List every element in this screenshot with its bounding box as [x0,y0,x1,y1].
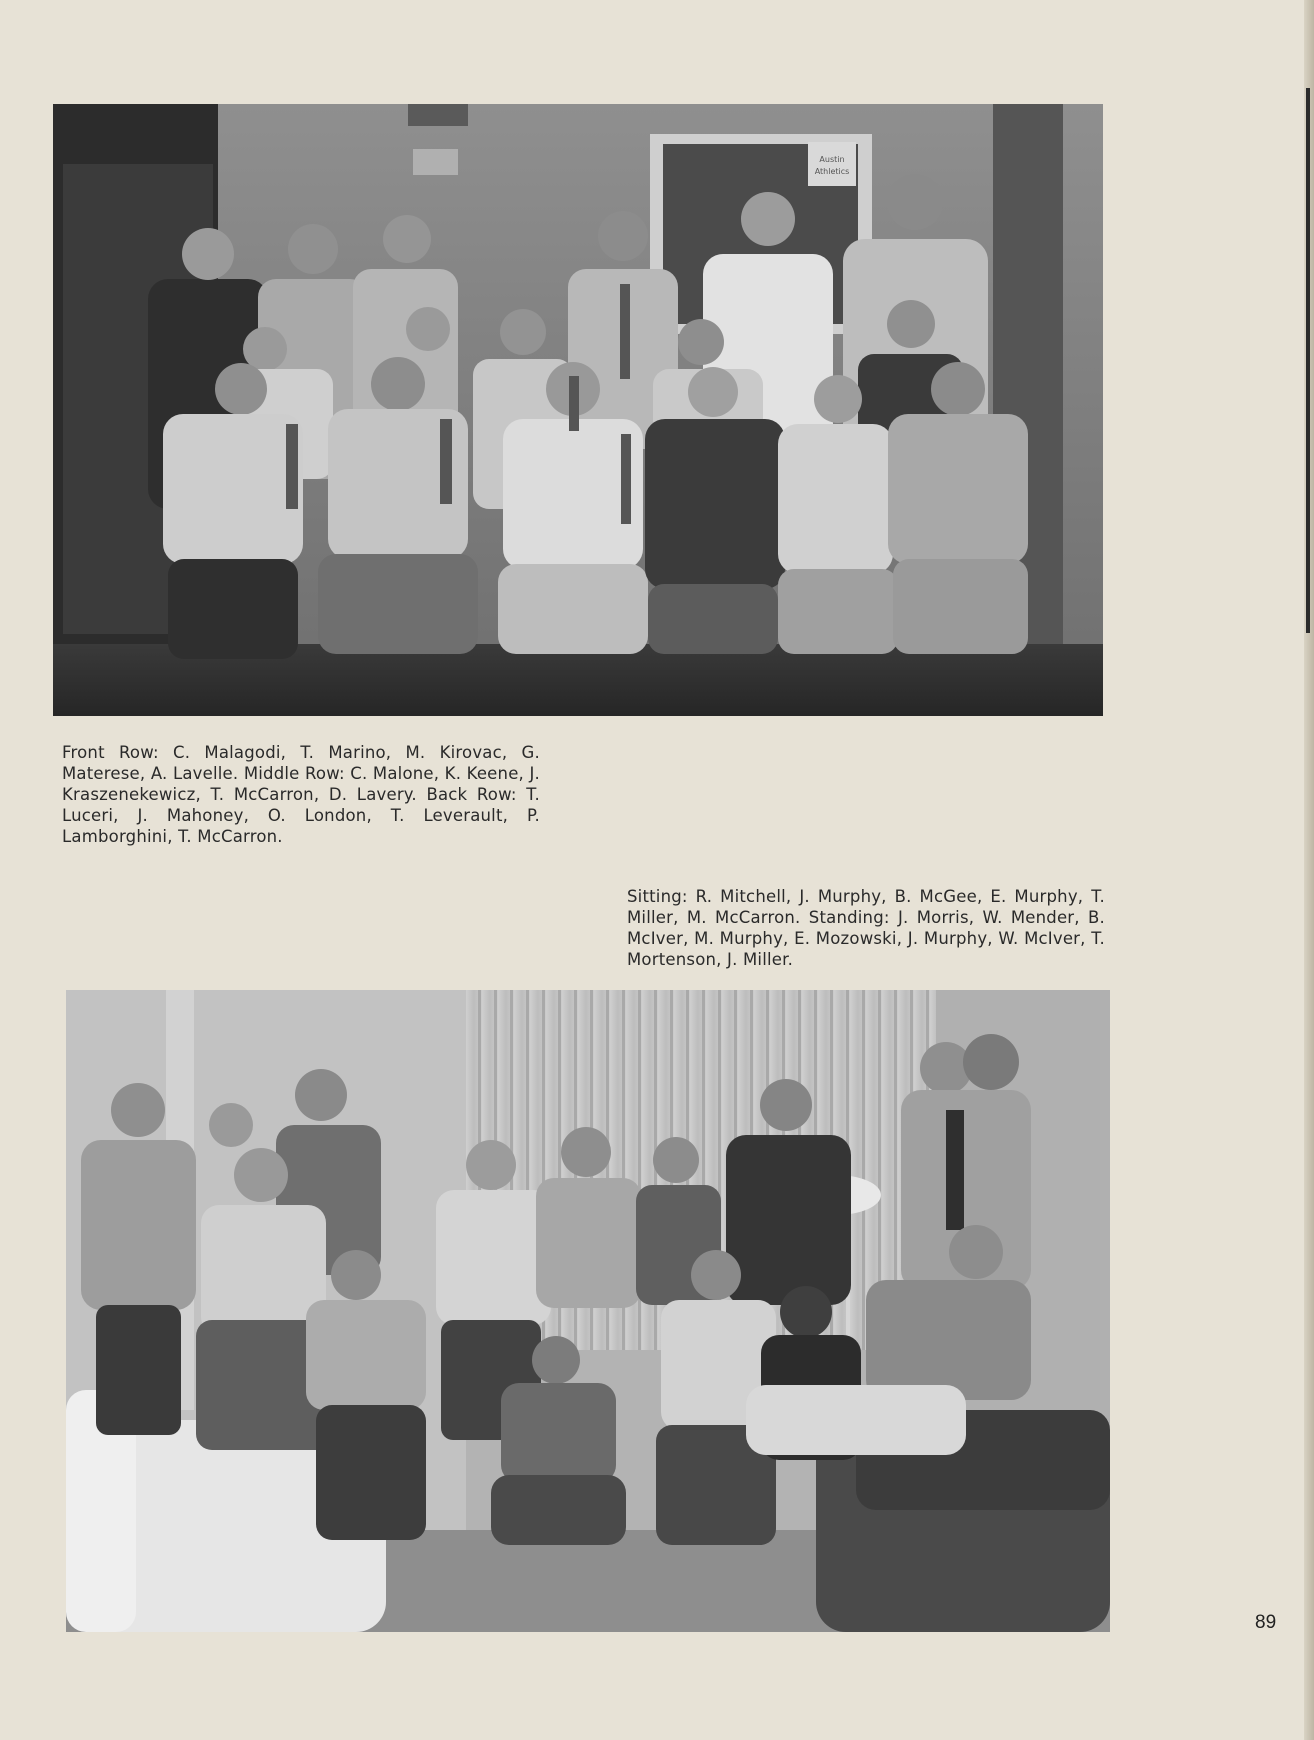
top-photo-caption: Front Row: C. Malagodi, T. Marino, M. Kirovac, G. Materese, A. Lavelle. Middle Row: C. Malone, K. Keene, J. Kraszenekewicz, T. McCarron, D. Lavery. Back Row: T. Luceri, J. Mahoney, O. London, T. Leverault, P. Lamborghini, T. McCarron. [62,743,540,846]
bottom-photo-caption: Sitting: R. Mitchell, J. Murphy, B. McGee, E. Murphy, T. Miller, M. McCarron. Standing: J. Morris, W. Mender, B. McIver, M. Murphy, E. Mozowski, J. Murphy, W. McIver, T. Mortenson, J. Miller. [627,887,1105,969]
svg-text:Athletics: Athletics [814,167,850,176]
group-photo-bottom-image [66,990,1110,1632]
group-photo-top [53,104,1103,716]
bulletin-sign-text: Austin [819,155,845,164]
group-photo-bottom [66,990,1110,1632]
page-number: 89 [1255,1612,1277,1633]
page-binding-mark [1306,88,1310,633]
group-photo-top-image [53,104,1103,716]
